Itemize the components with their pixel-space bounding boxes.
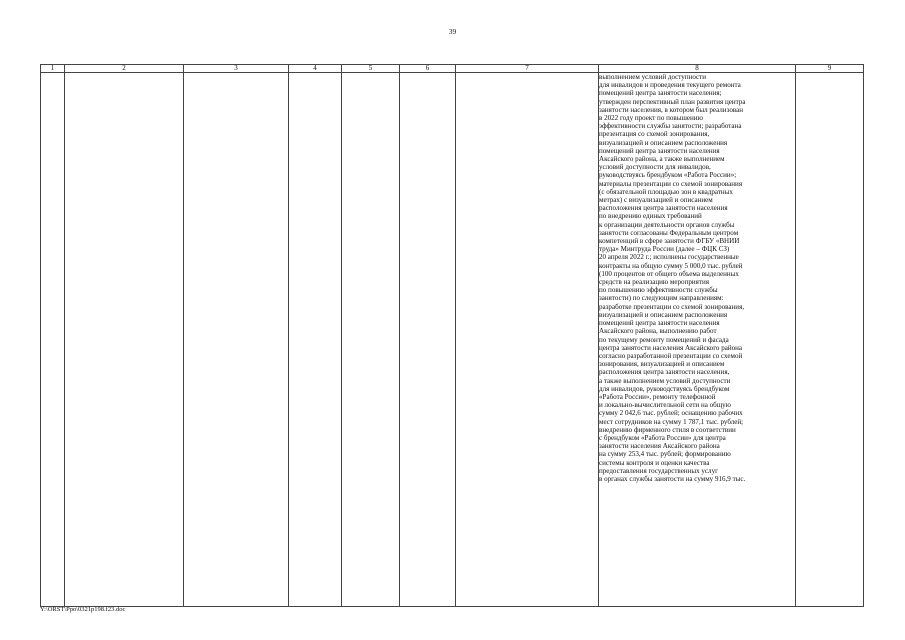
column-header: 1 xyxy=(41,65,65,73)
column-header: 4 xyxy=(289,65,342,73)
text-line: к организации деятельности органов службы xyxy=(599,220,735,229)
text-line: помещений центра занятости населения xyxy=(599,319,720,328)
text-line: а также выполнением условий доступности xyxy=(599,376,731,385)
table-cell-col4 xyxy=(289,73,342,607)
text-line: занятости населения Аксайского района xyxy=(599,442,720,451)
text-line: Аксайского района, а также выполнением xyxy=(599,155,725,164)
text-line: на сумму 253,4 тыс. рублей; формированию xyxy=(599,450,731,459)
text-line: «Работа России», ремонту телефонной xyxy=(599,392,716,401)
text-line: эффективности службы занятости; разработана xyxy=(599,122,742,131)
table-cell-col3 xyxy=(184,73,289,607)
text-line: занятости) по следующим направлениям: xyxy=(599,294,724,303)
text-line: занятости населения, в котором был реализован xyxy=(599,105,743,114)
column-header: 3 xyxy=(184,65,289,73)
text-line: расположения центра занятости населения, xyxy=(599,368,730,377)
text-line: презентация со схемой зонирования, xyxy=(599,130,710,139)
text-line: по повышению эффективности службы xyxy=(599,286,718,295)
table-cell-col5 xyxy=(342,73,400,607)
table-header-row xyxy=(41,65,864,73)
text-line: с брендбуком «Работа России» для центра xyxy=(599,433,726,442)
text-line: Аксайского района, выполнению работ xyxy=(599,327,717,336)
text-line: утвержден перспективный план развития центра xyxy=(599,97,746,106)
text-line: расположения центра занятости населения xyxy=(599,204,728,213)
footer-file-path: Y:\ORST\Ppo\0321p198.f23.doc xyxy=(40,606,126,613)
text-line: визуализацией и описанием расположения xyxy=(599,138,728,147)
table-cell-col9 xyxy=(796,73,864,607)
text-line: труда» Минтруда России (далее – ФЦК СЗ) xyxy=(599,245,730,254)
text-line: системы контроля и оценки качества xyxy=(599,458,710,467)
text-line: внедрению фирменного стиля в соответствии xyxy=(599,425,736,434)
text-line: сумму 2 042,6 тыс. рублей; оснащению рабочих xyxy=(599,409,743,418)
table-cell-col7 xyxy=(456,73,599,607)
text-line: условий доступности для инвалидов, xyxy=(599,163,711,172)
text-line: 20 апреля 2022 г.; исполнены государственные xyxy=(599,253,739,262)
text-line: для инвалидов, руководствуясь брендбуком xyxy=(599,384,730,393)
text-line: помещений центра занятости населения; xyxy=(599,89,722,98)
text-line: метрах) с визуализацией и описанием xyxy=(599,196,713,205)
text-line: мест сотрудников на сумму 1 787,1 тыс. рублей; xyxy=(599,417,744,426)
text-line: по текущему ремонту помещений и фасада xyxy=(599,335,729,344)
text-line: визуализацией и описанием расположения xyxy=(599,310,728,319)
page-number: 39 xyxy=(448,27,457,36)
column-header: 6 xyxy=(400,65,456,73)
text-line: по внедрению единых требований xyxy=(599,212,702,221)
table-cell-col8-text xyxy=(599,73,796,607)
text-line: материалы презентации со схемой зонирования xyxy=(599,179,743,188)
text-line: занятости согласованы Федеральным центром xyxy=(599,228,739,237)
text-line: выполнением условий доступности xyxy=(599,73,707,81)
text-line: центра занятости населения Аксайского района xyxy=(599,343,743,352)
table-row xyxy=(41,73,864,607)
text-line: помещений центра занятости населения xyxy=(599,146,720,155)
text-line: (100 процентов от общего объема выделенных xyxy=(599,269,739,278)
table-cell-col2 xyxy=(65,73,184,607)
text-line: компетенций в сфере занятости ФГБУ «ВНИИ xyxy=(599,237,740,246)
column-header: 9 xyxy=(796,65,864,73)
text-line: контракты на общую сумму 5 000,0 тыс. рублей xyxy=(599,261,743,270)
column-header: 7 xyxy=(456,65,599,73)
column-header: 8 xyxy=(599,65,796,73)
text-line: согласно разработанной презентации со схемой xyxy=(599,351,743,360)
text-line: в 2022 году проект по повышению xyxy=(599,114,703,123)
text-line: зонирования, визуализацией и описанием xyxy=(599,360,725,369)
text-line: средств на реализацию мероприятия xyxy=(599,278,709,287)
text-line: (с обязательной площадью зон в квадратных xyxy=(599,187,733,196)
text-line: в органах службы занятости на сумму 916,9 тыс. xyxy=(599,474,746,483)
text-line: руководствуясь брендбуком «Работа России»; xyxy=(599,171,737,180)
text-line: для инвалидов и проведения текущего ремонта xyxy=(599,81,741,90)
text-line: предоставления государственных услуг xyxy=(599,466,718,475)
table-cell-col1 xyxy=(41,73,65,607)
document-table xyxy=(40,64,864,607)
table-cell-col6 xyxy=(400,73,456,607)
text-line: и локально-вычислительной сети на общую xyxy=(599,401,731,410)
column-header: 5 xyxy=(342,65,400,73)
column-header: 2 xyxy=(65,65,184,73)
text-line: разработке презентации со схемой зонирования, xyxy=(599,302,745,311)
